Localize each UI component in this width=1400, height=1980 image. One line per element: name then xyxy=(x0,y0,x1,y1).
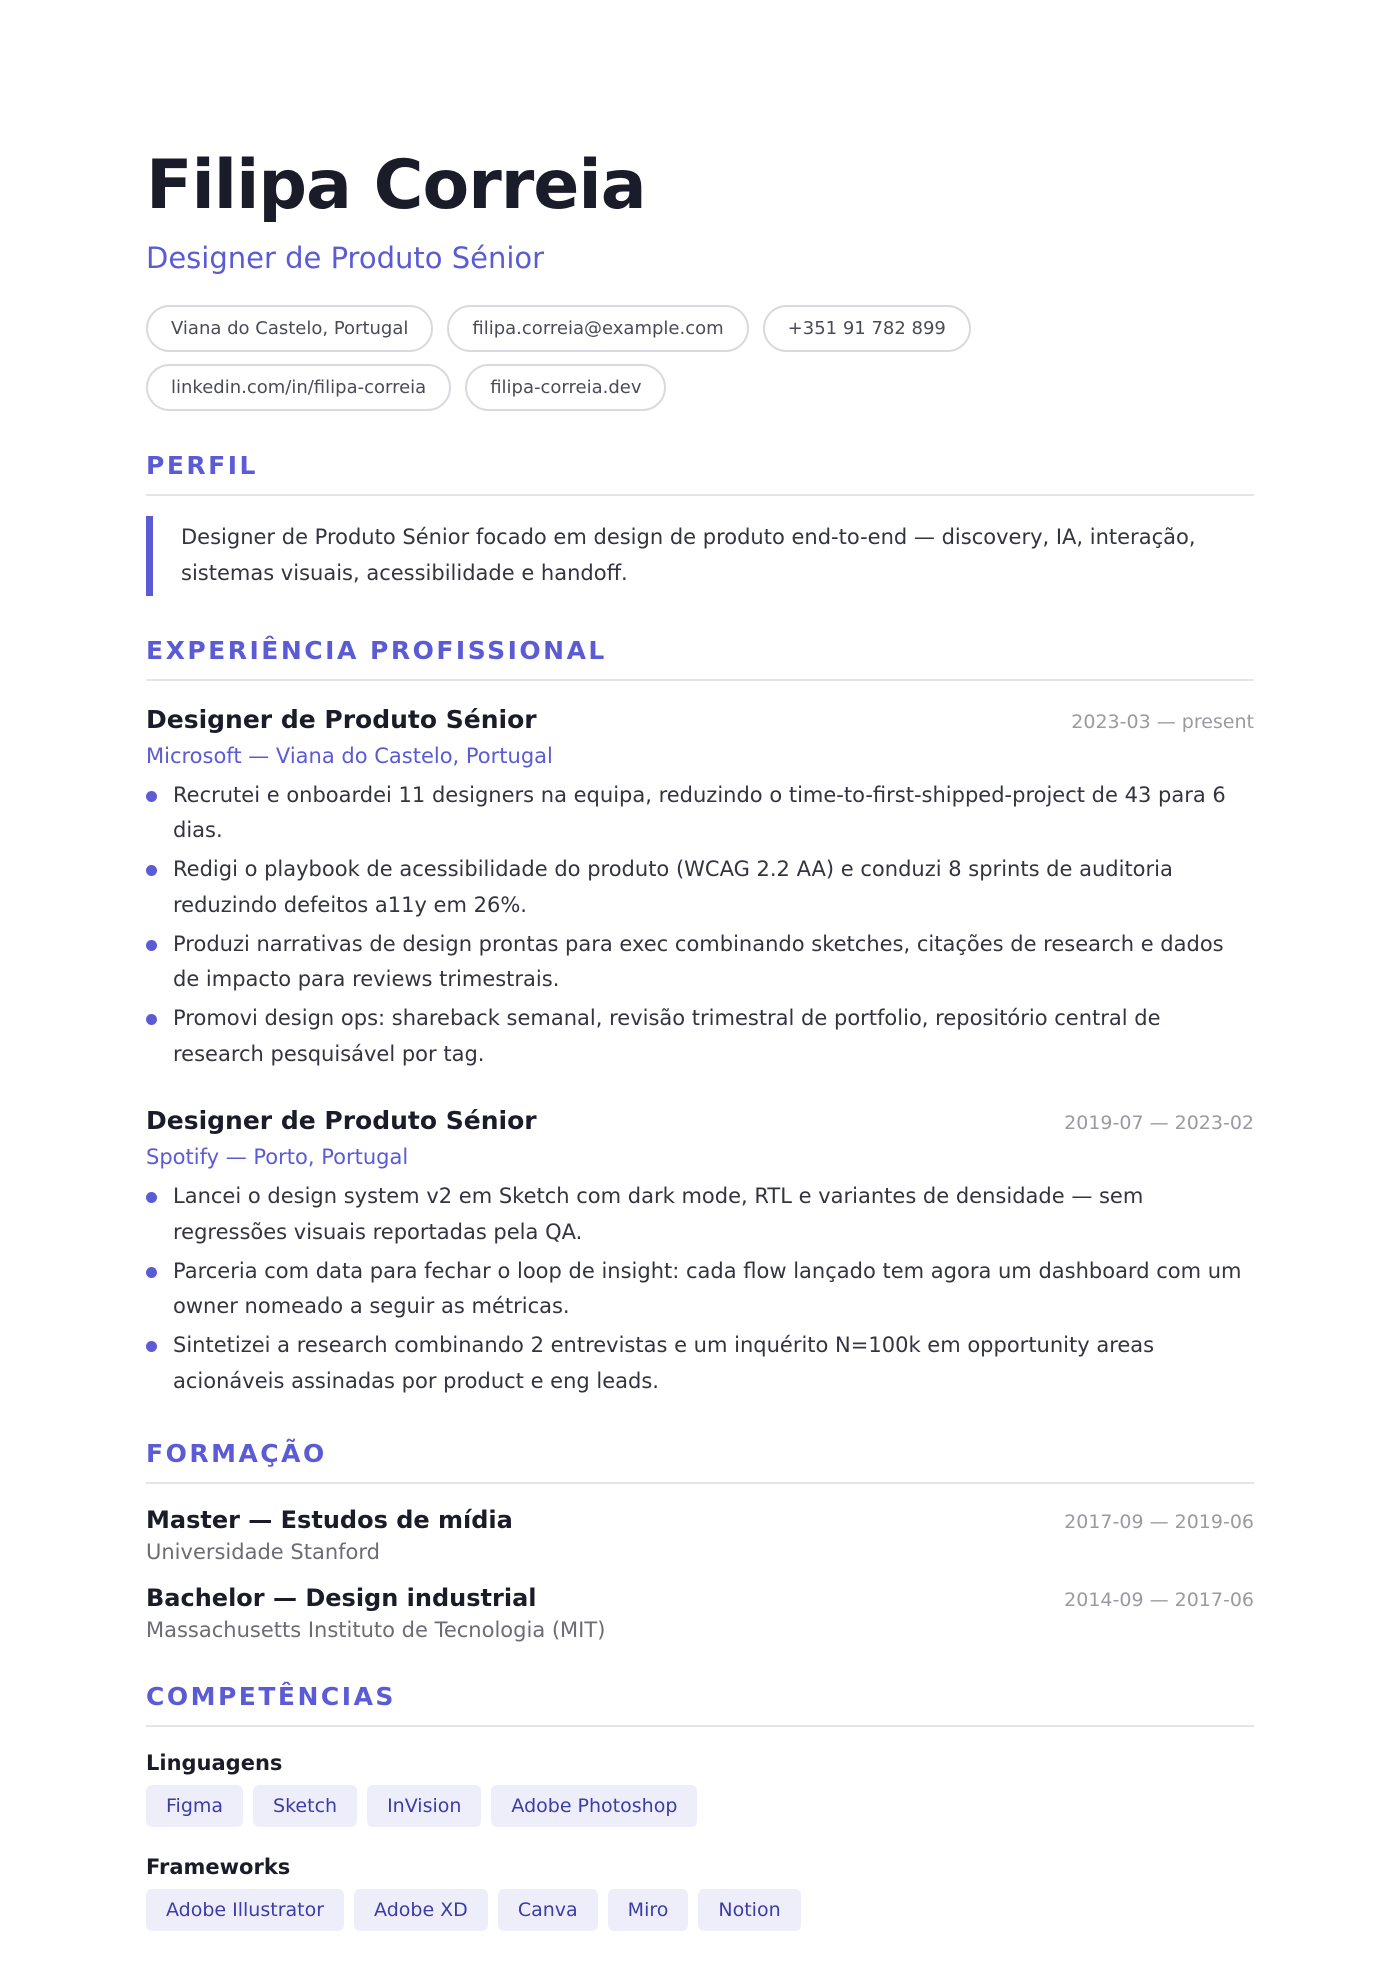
skill-tag: Notion xyxy=(698,1889,800,1931)
bullet-dot-icon xyxy=(146,865,157,876)
skill-tag: Figma xyxy=(146,1785,243,1827)
skill-tag: Adobe XD xyxy=(354,1889,488,1931)
contact-phone[interactable]: +351 91 782 899 xyxy=(763,305,971,352)
contact-location: Viana do Castelo, Portugal xyxy=(146,305,433,352)
resume-header xyxy=(146,146,1254,411)
contact-list xyxy=(146,305,1254,411)
education-entry xyxy=(146,1506,1254,1564)
education-section xyxy=(146,1439,1254,1642)
education-entry xyxy=(146,1584,1254,1642)
skill-tags xyxy=(146,1785,1254,1827)
section-title: COMPETÊNCIAS xyxy=(146,1682,1254,1727)
degree-title: Bachelor — Design industrial xyxy=(146,1584,537,1613)
job-company: Microsoft — Viana do Castelo, Portugal xyxy=(146,743,553,768)
job-bullets xyxy=(146,778,1254,1073)
bullet-dot-icon xyxy=(146,791,157,802)
skill-tag: Sketch xyxy=(253,1785,357,1827)
skill-tag: InVision xyxy=(367,1785,481,1827)
skill-group xyxy=(146,1855,1254,1931)
section-title: EXPERIÊNCIA PROFISSIONAL xyxy=(146,636,1254,681)
job-bullet: Sintetizei a research combinando 2 entrevistas e um inquérito N=100k em opportunity areas acionáveis assinadas por product e eng leads. xyxy=(146,1328,1254,1399)
job-bullet: Lancei o design system v2 em Sketch com dark mode, RTL e variantes de densidade — sem regressões visuais reportadas pela QA. xyxy=(146,1179,1254,1250)
bullet-dot-icon xyxy=(146,940,157,951)
section-title: FORMAÇÃO xyxy=(146,1439,1254,1484)
bullet-dot-icon xyxy=(146,1341,157,1352)
candidate-role: Designer de Produto Sénior xyxy=(146,241,545,276)
job-bullet: Parceria com data para fechar o loop de insight: cada flow lançado tem agora um dashboard com um owner nomeado a seguir as métricas. xyxy=(146,1254,1254,1325)
job-bullet: Redigi o playbook de acessibilidade do produto (WCAG 2.2 AA) e conduzi 8 sprints de auditoria reduzindo defeitos a11y em 26%. xyxy=(146,852,1254,923)
candidate-name: Filipa Correia xyxy=(146,146,646,225)
skill-tag: Adobe Photoshop xyxy=(491,1785,697,1827)
profile-section xyxy=(146,451,1254,595)
degree-title: Master — Estudos de mídia xyxy=(146,1506,513,1535)
school-name: Universidade Stanford xyxy=(146,1540,380,1565)
bullet-dot-icon xyxy=(146,1267,157,1278)
skills-section xyxy=(146,1682,1254,1931)
profile-summary: Designer de Produto Sénior focado em design de produto end-to-end — discovery, IA, interação, sistemas visuais, acessibilidade e handoff. xyxy=(146,516,1254,595)
experience-section xyxy=(146,636,1254,1400)
contact-email[interactable]: filipa.correia@example.com xyxy=(447,305,748,352)
skill-group xyxy=(146,1751,1254,1827)
job-entry xyxy=(146,1106,1254,1399)
education-dates: 2017-09 — 2019-06 xyxy=(1064,1511,1254,1534)
bullet-dot-icon xyxy=(146,1192,157,1203)
contact-linkedin[interactable]: linkedin.com/in/filipa-correia xyxy=(146,364,451,411)
job-title: Designer de Produto Sénior xyxy=(146,1106,537,1136)
skill-tag: Adobe Illustrator xyxy=(146,1889,344,1931)
skill-tags xyxy=(146,1889,1254,1931)
job-bullet: Recrutei e onboardei 11 designers na equipa, reduzindo o time-to-first-shipped-project de 43 para 6 dias. xyxy=(146,778,1254,849)
job-dates: 2019-07 — 2023-02 xyxy=(1064,1112,1254,1135)
skill-group-label: Frameworks xyxy=(146,1855,291,1880)
job-bullet: Promovi design ops: shareback semanal, revisão trimestral de portfolio, repositório central de research pesquisável por tag. xyxy=(146,1001,1254,1072)
education-dates: 2014-09 — 2017-06 xyxy=(1064,1589,1254,1612)
skill-tag: Miro xyxy=(608,1889,689,1931)
job-company: Spotify — Porto, Portugal xyxy=(146,1145,409,1170)
skill-group-label: Linguagens xyxy=(146,1751,283,1776)
job-entry xyxy=(146,705,1254,1073)
school-name: Massachusetts Instituto de Tecnologia (MIT) xyxy=(146,1618,606,1643)
skill-tag: Canva xyxy=(498,1889,598,1931)
job-title: Designer de Produto Sénior xyxy=(146,704,537,734)
job-bullets xyxy=(146,1179,1254,1399)
job-bullet: Produzi narrativas de design prontas para exec combinando sketches, citações de research e dados de impacto para reviews trimestrais. xyxy=(146,927,1254,998)
job-dates: 2023-03 — present xyxy=(1071,710,1254,733)
section-title: PERFIL xyxy=(146,451,1254,496)
contact-website[interactable]: filipa-correia.dev xyxy=(465,364,666,411)
bullet-dot-icon xyxy=(146,1014,157,1025)
